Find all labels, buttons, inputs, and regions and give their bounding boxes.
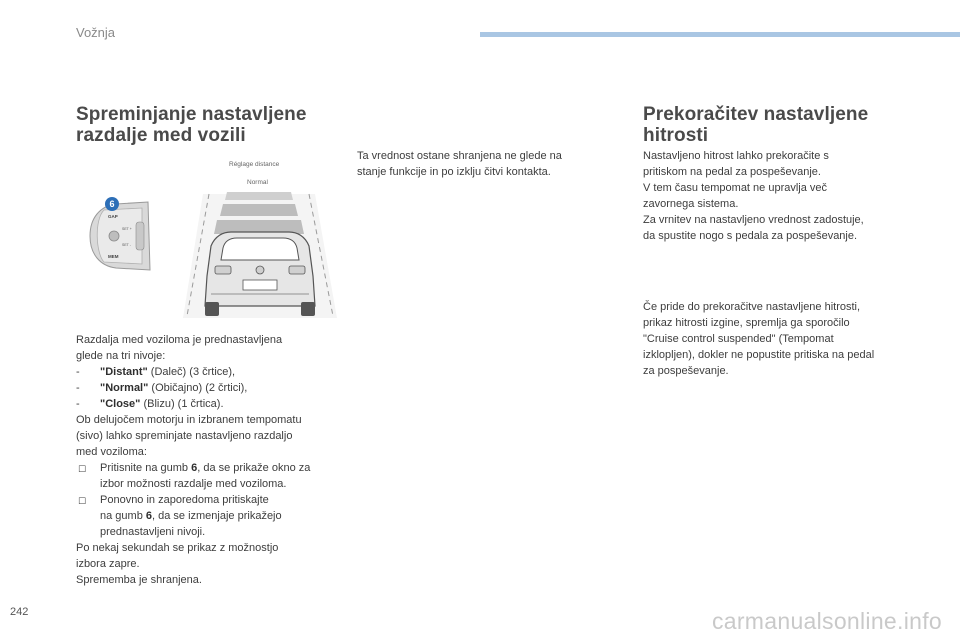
text-line: "Cruise control suspended" (Tempomat — [643, 333, 834, 345]
text-line: za pospeševanje. — [643, 365, 729, 377]
text-line: Po nekaj sekundah se prikaz z možnostjo — [76, 542, 279, 554]
checkbox-bullet-icon: ☐ — [78, 496, 87, 506]
text-line: glede na tri nivoje: — [76, 350, 166, 362]
distance-instructions — [76, 332, 346, 588]
section-title: Vožnja — [76, 25, 116, 40]
heading-line: Spreminjanje nastavljene — [76, 104, 307, 125]
text-line: Nastavljeno hitrost lahko prekoračite s — [643, 150, 829, 162]
level-desc: (Daleč) (3 črtice), — [147, 366, 236, 378]
dash-marker: - — [76, 382, 80, 394]
dash-marker: - — [76, 366, 80, 378]
text-line: Ob delujočem motorju in izbranem tempomatu — [76, 414, 302, 426]
exceed-paragraph-2 — [643, 299, 913, 379]
list-item-distant — [76, 364, 346, 380]
exceed-paragraph-1 — [643, 148, 913, 244]
text-line: (sivo) lahko spreminjate nastavljeno razdaljo — [76, 430, 293, 442]
button-number-label: 6 — [109, 199, 115, 209]
stalk-label-set-minus: SET - — [122, 243, 131, 247]
level-desc: (Običajno) (2 črtici), — [148, 382, 248, 394]
step-text: izbor možnosti razdalje med voziloma. — [100, 478, 287, 490]
text-line: Ta vrednost ostane shranjena ne glede na — [357, 150, 562, 162]
panel-title: Réglage distance — [229, 161, 280, 168]
level-desc: (Blizu) (1 črtica). — [140, 398, 224, 410]
heading-line: hitrosti — [643, 125, 709, 146]
step-text: , da se izmenjaje prikažejo — [152, 510, 282, 522]
memory-note — [357, 148, 607, 180]
step-text: Ponovno in zaporedoma pritiskajte — [100, 494, 269, 506]
text-line: Razdalja med voziloma je prednastavljena — [76, 334, 283, 346]
text-line: izklopljen), dokler ne popustite pritiska na pedal — [643, 349, 875, 361]
text-line: med voziloma: — [76, 446, 147, 458]
step-text: , da se prikaže okno za — [197, 462, 311, 474]
list-item-close — [76, 396, 346, 412]
heading-line: razdalje med vozili — [76, 125, 246, 146]
heading-speed-exceed — [643, 104, 923, 146]
watermark: carmanualsonline.info — [711, 608, 942, 634]
text-line: Če pride do prekoračitve nastavljene hitrosti, — [643, 301, 861, 313]
step-text: na gumb — [100, 510, 146, 522]
text-line: V tem času tempomat ne upravlja več — [643, 182, 828, 194]
dash-marker: - — [76, 398, 80, 410]
button-ref: 6 — [145, 510, 152, 522]
button-ref: 6 — [191, 462, 198, 474]
step-item — [76, 460, 346, 476]
level-name: "Close" — [100, 398, 141, 410]
text-line: zavornega sistema. — [643, 198, 739, 210]
step-text: prednastavljeni nivoji. — [100, 526, 206, 538]
page-number: 242 — [10, 606, 29, 618]
text-line: Za vrnitev na nastavljeno vrednost zadostuje, — [643, 214, 864, 226]
text-line: da spustite nogo s pedala za pospeševanje. — [643, 230, 858, 242]
step-text-line — [76, 508, 346, 524]
text-line: Sprememba je shranjena. — [76, 574, 202, 586]
text-line: stanje funkcije in po izklju čitvi kontakta. — [357, 166, 551, 178]
heading-distance-setting — [76, 104, 346, 146]
level-name: "Distant" — [100, 366, 148, 378]
header-accent-bar — [480, 32, 960, 37]
text-line: izbora zapre. — [76, 558, 140, 570]
panel-setting: Normal — [247, 179, 268, 186]
text-line: pritiskom na pedal za pospeševanje. — [643, 166, 821, 178]
distance-display-illustration — [181, 156, 339, 318]
heading-line: Prekoračitev nastavljene — [643, 104, 869, 125]
text-line: prikaz hitrosti izgine, spremlja ga sporočilo — [643, 317, 850, 329]
level-name: "Normal" — [100, 382, 149, 394]
cruise-control-stalk-illustration — [86, 196, 154, 276]
step-text: Pritisnite na gumb — [100, 462, 192, 474]
stalk-label-mem: MEM — [108, 254, 119, 259]
checkbox-bullet-icon: ☐ — [78, 464, 87, 474]
step-item — [76, 492, 346, 508]
list-item-normal — [76, 380, 346, 396]
stalk-label-gap: GAP — [108, 214, 118, 219]
stalk-label-set-plus: SET + — [122, 227, 132, 231]
